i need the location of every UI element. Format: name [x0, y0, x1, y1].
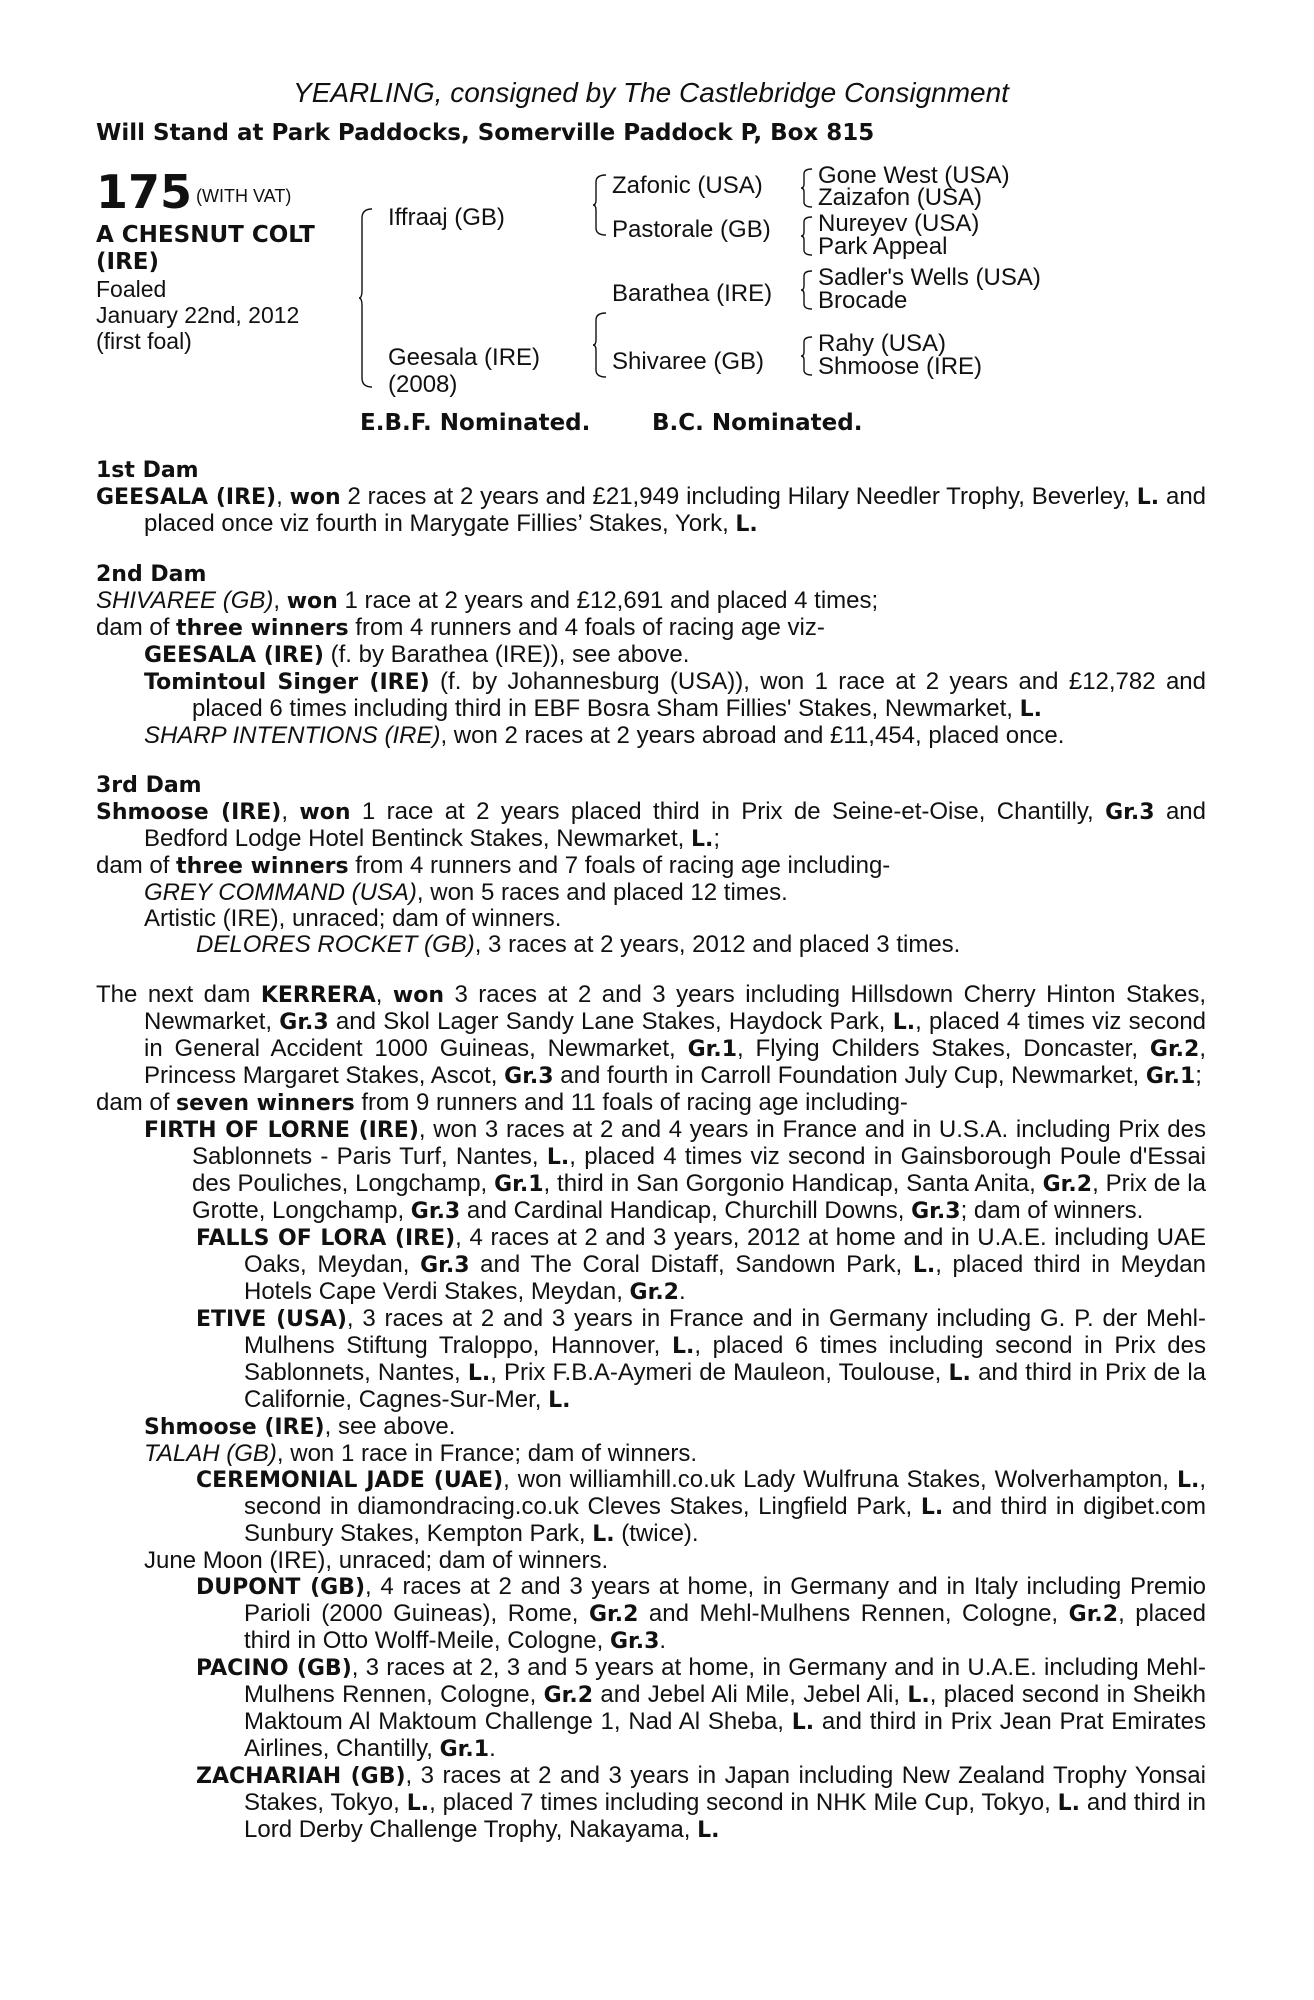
foaled-info [96, 276, 356, 354]
text-segment: , [273, 587, 287, 614]
text-segment: from 4 runners and 4 foals of racing age viz- [348, 614, 825, 641]
text-segment: The next dam [96, 981, 261, 1008]
text-segment: , [276, 483, 290, 510]
text-segment: , won 3 races at 2 and 4 years in France and in U.S.A. including Prix des Sablonnets - Paris Turf, Nantes, [192, 1116, 1207, 1170]
foaled-date: January 22nd, 2012 [96, 302, 300, 328]
text-segment: L. [548, 1388, 571, 1413]
pedigree-brace [592, 312, 608, 378]
text-segment: Gr.3 [410, 1199, 461, 1224]
text-segment: L. [1176, 1468, 1200, 1493]
record-line [144, 1414, 1206, 1441]
text-segment: , [281, 798, 300, 825]
text-segment: , Prix F.B.A-Aymeri de Mauleon, Toulouse, [490, 1359, 949, 1386]
text-segment: dam of [96, 614, 177, 641]
text-segment: L. [406, 1791, 430, 1816]
catalogue-page [96, 76, 1206, 1868]
page-title: YEARLING, consigned by The Castlebridge Consignment [293, 77, 1009, 108]
text-segment: , placed 7 times including second in NHK Mile Cup, Tokyo, [429, 1789, 1058, 1816]
text-segment: three winners [176, 854, 349, 879]
text-segment: DELORES ROCKET (GB) [196, 931, 475, 958]
stand-location: Will Stand at Park Paddocks, Somerville Paddock P, Box 815 [96, 120, 875, 146]
text-segment: (f. by Johannesburg (USA)), won 1 race at 2 years and £12,782 and placed 6 times including third in EBF Bosra Sham Fillies' Stakes, Newmarket, [192, 668, 1206, 722]
text-segment: L. [592, 1522, 615, 1547]
text-segment: and The Coral Distaff, Sandown Park, [469, 1251, 913, 1278]
record-line [144, 669, 1206, 723]
great-grandparent: Rahy (USA) [818, 330, 947, 357]
text-segment: ETIVE (USA) [196, 1307, 347, 1332]
record-line [144, 906, 1206, 932]
text-segment: , won 1 race in France; dam of winners. [276, 1440, 698, 1467]
section-heading: 1st Dam [96, 458, 199, 483]
text-segment: , placed third in Meydan Hotels Cape Verdi Stakes, Meydan, [244, 1251, 1206, 1305]
produce-record [96, 458, 1206, 1844]
text-segment: GEESALA (IRE) [96, 485, 277, 510]
text-segment: and third in Prix Jean Prat Emirates Airlines, Chantilly, [244, 1708, 1206, 1762]
record-line [96, 1090, 1206, 1117]
text-segment: from 9 runners and 11 foals of racing age including- [354, 1089, 908, 1116]
text-segment: ; [1195, 1062, 1202, 1089]
text-segment: ; dam of winners. [960, 1197, 1144, 1224]
text-segment: , placed 4 times viz second in Gainsborough Poule d'Essai des Pouliches, Longchamp, [192, 1143, 1207, 1197]
dam-year: (2008) [388, 371, 458, 398]
record-line [196, 1655, 1206, 1763]
record-line [196, 1225, 1206, 1306]
great-grandparent: Sadler's Wells (USA) [818, 264, 1041, 291]
text-segment: Gr.1 [1145, 1064, 1196, 1089]
record-line [196, 1467, 1206, 1548]
text-segment: (f. by Barathea (IRE)), see above. [323, 641, 690, 668]
section-heading: 2nd Dam [96, 562, 207, 587]
record-line [96, 588, 1206, 615]
text-segment: L. [697, 1818, 720, 1843]
text-segment: won [286, 589, 338, 614]
great-grandparent: Brocade [818, 287, 908, 314]
text-segment: 1 race at 2 years and £12,691 and placed 4 times; [337, 587, 879, 614]
text-segment: Shmoose (IRE) [144, 1415, 325, 1440]
pedigree-brace [800, 270, 814, 310]
text-segment: and fourth in Carroll Foundation July Cup, Newmarket, [553, 1062, 1146, 1089]
sire-name: Iffraaj (GB) [388, 204, 505, 231]
text-segment: L. [912, 1253, 936, 1278]
record-line [96, 615, 1206, 642]
text-segment: PACINO (GB) [196, 1656, 352, 1681]
text-segment: L. [1136, 485, 1160, 510]
text-segment: , placed second in Sheikh Maktoum Al Maktoum Challenge 1, Nad Al Sheba, [244, 1681, 1206, 1735]
dam-name: Geesala (IRE) [388, 344, 541, 371]
text-segment: Gr.3 [420, 1253, 470, 1278]
text-segment: and Jebel Ali Mile, Jebel Ali, [593, 1681, 908, 1708]
lot-description [96, 222, 356, 276]
text-segment: (twice). [614, 1520, 699, 1547]
pedigree-brace [800, 336, 814, 376]
text-segment: , Prix de la Grotte, Longchamp, [192, 1170, 1206, 1224]
record-line [196, 932, 1206, 958]
record-line [144, 642, 1206, 669]
pedigree-brace [592, 174, 608, 236]
record-line [96, 484, 1206, 538]
text-segment: and third in Lord Derby Challenge Trophy, Nakayama, [244, 1789, 1206, 1843]
text-segment: Tomintoul Singer (IRE) [144, 670, 430, 695]
text-segment: . [489, 1735, 496, 1762]
text-segment: TALAH (GB) [144, 1440, 277, 1467]
ebf-nominated: E.B.F. Nominated. [360, 410, 591, 436]
text-segment: , placed third in Otto Wolff-Meile, Cologne, [244, 1600, 1207, 1654]
text-segment: 2 races at 2 years and £21,949 including Hilary Needler Trophy, Beverley, [340, 483, 1137, 510]
lot-number: 175 [96, 165, 193, 219]
text-segment: L. [948, 1361, 971, 1386]
pedigree-brace [800, 216, 814, 256]
text-segment: won [392, 983, 445, 1008]
text-segment: Gr.2 [1068, 1602, 1119, 1627]
text-segment: L. [1057, 1791, 1081, 1816]
text-segment: 1 race at 2 years placed third in Prix de Seine-et-Oise, Chantilly, [350, 798, 1106, 825]
record-line [144, 723, 1206, 749]
text-segment: and Skol Lager Sandy Lane Stakes, Haydock Park, [328, 1008, 893, 1035]
text-segment: and Cardinal Handicap, Churchill Downs, [460, 1197, 912, 1224]
text-segment: GREY COMMAND (USA) [144, 879, 417, 906]
text-segment: , 3 races at 2 and 3 years in France and in Germany including G. P. der Mehl-Mulhens Stiftung Traloppo, Hannover, [244, 1305, 1206, 1359]
text-segment: , placed 6 times including second in Prix des Sablonnets, Nantes, [244, 1332, 1206, 1386]
record-line [144, 880, 1206, 906]
record-line [144, 1117, 1206, 1225]
text-segment: , won williamhill.co.uk Lady Wulfruna Stakes, Wolverhampton, [503, 1466, 1177, 1493]
text-segment: , Princess Margaret Stakes, Ascot, [144, 1035, 1206, 1089]
record-line [144, 1441, 1206, 1467]
lot-description-line: (IRE) [96, 249, 160, 275]
text-segment: won [299, 800, 351, 825]
text-segment: SHARP INTENTIONS (IRE) [144, 722, 441, 749]
lot-info [96, 165, 356, 354]
text-segment: . [659, 1627, 667, 1654]
text-segment: Gr.3 [1105, 800, 1155, 825]
sire-sire-name: Zafonic (USA) [612, 172, 763, 199]
text-segment: seven winners [176, 1091, 355, 1116]
dam-section [96, 982, 1206, 1844]
text-segment: , see above. [324, 1413, 456, 1440]
pedigree-brace [358, 208, 374, 388]
record-line [196, 1763, 1206, 1844]
text-segment: Shmoose (IRE) [96, 800, 282, 825]
text-segment: Gr.3 [911, 1199, 961, 1224]
text-segment: Gr.2 [1042, 1172, 1093, 1197]
text-segment: , 4 races at 2 and 3 years at home, in Germany and in Italy including Premio Parioli (2000 Guineas), Rome, [244, 1573, 1207, 1627]
text-segment: from 4 runners and 7 foals of racing age including- [348, 852, 891, 879]
pedigree-table [96, 162, 1206, 436]
text-segment: won [289, 485, 341, 510]
text-segment: L. [791, 1710, 815, 1735]
great-grandparent: Gone West (USA) [818, 162, 1010, 189]
text-segment: 3 races at 2 and 3 years including Hillsdown Cherry Hinton Stakes, Newmarket, [144, 981, 1206, 1035]
text-segment: SHIVAREE (GB) [96, 587, 274, 614]
text-segment: dam of [96, 1089, 177, 1116]
text-segment: Gr.3 [279, 1010, 329, 1035]
dam-sire-name: Barathea (IRE) [612, 280, 773, 307]
text-segment: DUPONT (GB) [196, 1575, 366, 1600]
record-line [96, 853, 1206, 880]
text-segment: ZACHARIAH (GB) [196, 1764, 406, 1789]
dam-section [96, 773, 1206, 958]
dam-section [96, 458, 1206, 538]
text-segment: Gr.2 [588, 1602, 639, 1627]
text-segment: , third in San Gorgonio Handicap, Santa Anita, [543, 1170, 1043, 1197]
text-segment: KERRERA [260, 983, 376, 1008]
text-segment: three winners [176, 616, 349, 641]
text-segment: Gr.3 [504, 1064, 554, 1089]
bc-nominated: B.C. Nominated. [652, 410, 863, 436]
text-segment: CEREMONIAL JADE (UAE) [196, 1468, 504, 1493]
text-segment: and Mehl-Mulhens Rennen, Cologne, [638, 1600, 1069, 1627]
great-grandparent: Shmoose (IRE) [818, 353, 983, 380]
text-segment: Gr.2 [543, 1683, 594, 1708]
great-grandparent: Zaizafon (USA) [818, 184, 983, 211]
text-segment: GEESALA (IRE) [144, 643, 324, 668]
text-segment: L. [735, 512, 758, 537]
text-segment: and third in Prix de la Californie, Cagnes-Sur-Mer, [244, 1359, 1207, 1413]
text-segment: L. [690, 827, 714, 852]
text-segment: , 4 races at 2 and 3 years, 2012 at home and in U.A.E. including UAE Oaks, Meydan, [244, 1224, 1206, 1278]
text-segment: Artistic (IRE), unraced; dam of winners. [144, 905, 562, 932]
text-segment: Gr.3 [609, 1629, 660, 1654]
text-segment: and Bedford Lodge Hotel Bentinck Stakes, Newmarket, [144, 798, 1206, 852]
text-segment: and third in digibet.com Sunbury Stakes, Kempton Park, [244, 1493, 1206, 1547]
text-segment: Gr.1 [439, 1737, 490, 1762]
text-segment: , second in diamondracing.co.uk Cleves Stakes, Lingfield Park, [244, 1466, 1206, 1520]
section-heading: 3rd Dam [96, 773, 202, 798]
text-segment: . [678, 1278, 686, 1305]
text-segment: Gr.1 [494, 1172, 544, 1197]
text-segment: , placed 4 times viz second in General Accident 1000 Guineas, Newmarket, [144, 1008, 1207, 1062]
lot-description-line: A CHESNUT COLT [96, 222, 315, 248]
record-line [196, 1574, 1206, 1655]
record-line [96, 982, 1206, 1090]
text-segment: Gr.1 [687, 1037, 737, 1062]
dam-section [96, 562, 1206, 749]
foaled-line: Foaled [96, 276, 167, 302]
text-segment: L. [467, 1361, 491, 1386]
dam-dam-name: Shivaree (GB) [612, 348, 765, 375]
text-segment: FIRTH OF LORNE (IRE) [144, 1118, 419, 1143]
text-segment: and placed once viz fourth in Marygate Fillies’ Stakes, York, [144, 483, 1207, 537]
text-segment: L. [1019, 697, 1042, 722]
record-line [196, 1306, 1206, 1414]
text-segment: L. [546, 1145, 570, 1170]
text-segment: dam of [96, 852, 177, 879]
text-segment: L. [671, 1334, 695, 1359]
record-line [96, 799, 1206, 853]
text-segment: , [375, 981, 393, 1008]
record-line [144, 1548, 1206, 1574]
text-segment: June Moon (IRE), unraced; dam of winners. [144, 1547, 609, 1574]
text-segment: L. [920, 1495, 944, 1520]
text-segment: , 3 races at 2 years, 2012 and placed 3 times. [474, 931, 961, 958]
great-grandparent: Nureyev (USA) [818, 210, 980, 237]
vat-note: (WITH VAT) [196, 186, 292, 206]
text-segment: ; [713, 825, 721, 852]
text-segment: FALLS OF LORA (IRE) [196, 1226, 456, 1251]
text-segment: L. [907, 1683, 930, 1708]
text-segment: , Flying Childers Stakes, Doncaster, [737, 1035, 1150, 1062]
text-segment: , 3 races at 2, 3 and 5 years at home, in Germany and in U.A.E. including Mehl-Mulhens Rennen, Cologne, [244, 1654, 1206, 1708]
sire-dam-name: Pastorale (GB) [612, 216, 771, 243]
foaled-note: (first foal) [96, 328, 192, 354]
text-segment: Gr.2 [629, 1280, 679, 1305]
text-segment: Gr.2 [1149, 1037, 1200, 1062]
text-segment: L. [892, 1010, 916, 1035]
text-segment: , won 5 races and placed 12 times. [416, 879, 788, 906]
text-segment: , 3 races at 2 and 3 years in Japan including New Zealand Trophy Yonsai Stakes, Tokyo, [244, 1762, 1206, 1816]
text-segment: , won 2 races at 2 years abroad and £11,454, placed once. [440, 722, 1065, 749]
great-grandparent: Park Appeal [818, 233, 948, 260]
pedigree-brace [800, 168, 814, 208]
